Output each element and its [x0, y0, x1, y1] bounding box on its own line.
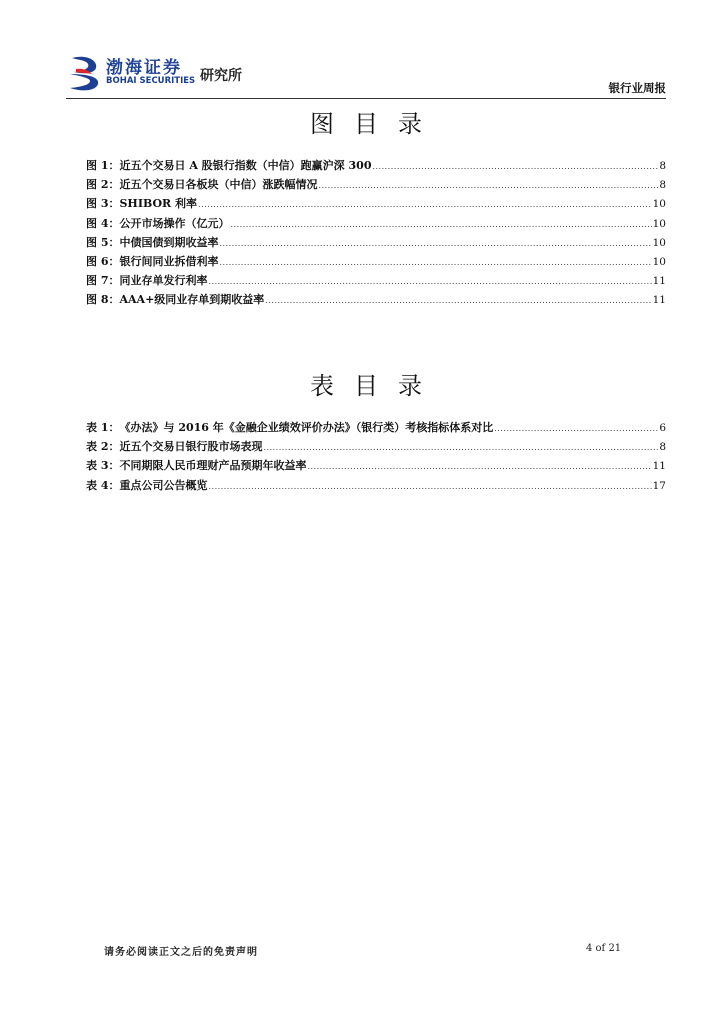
figures-toc-title: 图目录 [310, 110, 442, 138]
disclaimer-note: 请务必阅读正文之后的免责声明 [104, 947, 258, 958]
brand-name-en: BOHAI SECURITIES [106, 76, 196, 86]
toc-entry[interactable]: 表 3 ： 不同期限人民币理财产品预期年收益率 ..... 11 [86, 457, 666, 476]
toc-entry[interactable]: 表 1 ： 《办法》与 2016 年《金融企业绩效评价办法》（银行类）考核指标体系对比 ..... 6 [86, 419, 666, 438]
page-number: 4 of 21 [586, 943, 622, 954]
page-header [66, 52, 666, 98]
header-divider [66, 98, 666, 99]
toc-entry[interactable]: 图 5 ： 中债国债到期收益率 ..... 10 [86, 234, 666, 253]
toc-entry[interactable]: 图 7 ： 同业存单发行利率 ..... 11 [86, 272, 666, 291]
bohai-logo-icon [66, 54, 102, 92]
toc-entry[interactable]: 表 4 ： 重点公司公告概览 ..... 17 [86, 477, 666, 496]
toc-entry[interactable]: 图 2 ： 近五个交易日各板块（中信）涨跌幅情况 ..... 8 [86, 176, 666, 195]
toc-entry[interactable]: 图 6 ： 银行间同业拆借利率 ..... 10 [86, 253, 666, 272]
tables-toc-title: 表目录 [310, 372, 442, 400]
institute-name: 研究所 [200, 68, 242, 84]
toc-entry[interactable]: 图 1 ： 近五个交易日 A 股银行指数（中信）跑赢沪深 300 ..... 8 [86, 157, 666, 176]
brand-name-cn: 渤海证券 [106, 58, 182, 78]
figures-toc [86, 157, 666, 311]
toc-entry[interactable]: 图 8 ： AAA+级同业存单到期收益率 ..... 11 [86, 291, 666, 310]
tables-toc [86, 419, 666, 496]
toc-entry[interactable]: 表 2 ： 近五个交易日银行股市场表现 ..... 8 [86, 438, 666, 457]
toc-entry[interactable]: 图 4 ： 公开市场操作（亿元） ..... 10 [86, 215, 666, 234]
report-type: 银行业周报 [608, 81, 666, 95]
toc-entry[interactable]: 图 3 ： SHIBOR 利率 ..... 10 [86, 195, 666, 214]
